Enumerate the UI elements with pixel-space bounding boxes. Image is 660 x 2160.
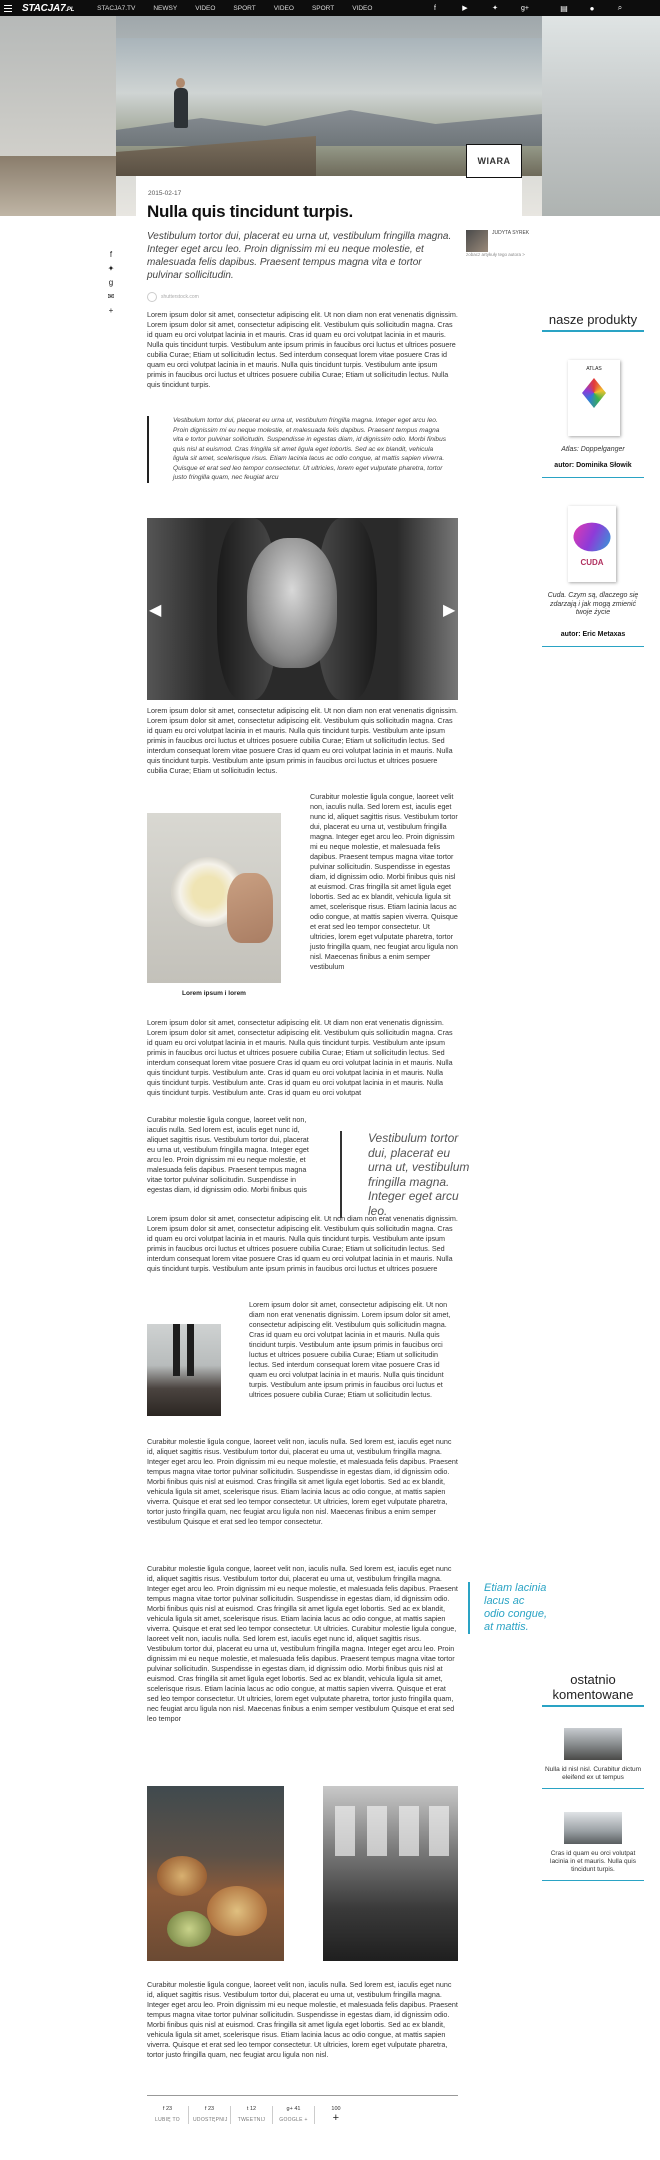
tweet-label: TWEETNIJ — [237, 2117, 266, 2123]
paragraph: Curabitur molestie ligula congue, laoreet velit non, iaculis nulla. Sed lorem est, iaculis eget nunc id, aliquet sagittis risus. Vestibulum tortor dui, placerat eu urna ut, vestibulum fringilla magna. Integer eget arcu leo. Proin dignissim mi eu neque molestie, et malesuada felis dapibus. Praesent tempus magna vitae tortor pulvinar sollicitudin. Suspendisse in egestas diam, id dignissim odio. Morbi finibus quis nisl at euismod. Cras fringilla sit amet ligula eget lobortis. Sed ac ex blandit, vehicula ligula sit amet, scelerisque risus. Etiam lacinia lacus ac odio congue, at mattis sapien viverra. Quisque et erat sed leo tempor consectetur. Ut ultricies. Curabitur molestie ligula congue, laoreet velit non, iaculis nulla. Sed lorem est, iaculis eget nunc id, aliquet sagittis risus. Vestibulum tortor dui, placerat eu urna ut, vestibulum fringilla magna. Integer eget arcu leo. Proin dignissim mi eu neque molestie, et malesuada felis dapibus. Praesent tempus magna vitae tortor pulvinar sollicitudin. Suspendisse in egestas diam, id dignissim odio. Morbi finibus quis nisl at euismod. Cras fringilla sit amet ligula eget lobortis. Sed ac ex blandit, vehicula ligula sit amet, scelerisque risus. Etiam lacinia lacus ac odio congue, at mattis sapien viverra. Quisque et erat sed leo tempor consectetur. Ut ultricies, lorem eget vulputate pharetra, tortor justo fringilla quam, nec feugiat arcu ligula non nisl. Maecenas finibus a enim semper vestibulum Quisque et erat sed leo tempor — [147, 1564, 458, 1723]
mail-icon[interactable]: ✉ — [107, 292, 115, 301]
gallery-prev-arrow-icon[interactable]: ◀ — [149, 602, 162, 619]
magazine-icon[interactable]: ▤ — [560, 3, 568, 13]
nav-item[interactable]: NEWSY — [153, 4, 178, 12]
camera-icon — [147, 292, 157, 302]
divider — [542, 1880, 644, 1881]
more-share-count: 100 — [331, 2106, 341, 2112]
avatar[interactable] — [466, 230, 488, 252]
google-plus-count: 41 — [294, 2106, 301, 2112]
photo-source-label: shutterstock.com — [161, 294, 199, 300]
youtube-icon[interactable]: ▶ — [462, 5, 468, 12]
nav-item[interactable]: SPORT — [311, 4, 335, 12]
facebook-icon[interactable]: f — [434, 4, 436, 12]
google-plus-button[interactable] — [273, 2106, 315, 2124]
facebook-icon[interactable]: f — [109, 250, 113, 259]
product-author: autor: Dominika Słowik — [554, 462, 632, 469]
comment-text[interactable]: Nulla id nisl nisl. Curabitur dictum eleifend ex ut tempus — [544, 1766, 642, 1781]
comment-text[interactable]: Cras id quam eu orci volutpat lacinia in et mauris. Nulla quis tincidunt turpis. — [550, 1850, 636, 1873]
share-sidebar — [106, 250, 116, 315]
nav-item[interactable]: VIDEO — [352, 4, 373, 12]
paragraph: Curabitur molestie ligula congue, laoreet velit non, iaculis nulla. Sed lorem est, iaculis eget nunc id, aliquet sagittis risus. Vestibulum tortor dui, placerat eu urna ut, vestibulum fringilla magna. Integer eget arcu leo. Proin dignissim mi eu neque molestie, et malesuada felis dapibus. Praesent tempus magna vitae tortor pulvinar sollicitudin. Suspendisse in egestas diam, id dignissim odio. Morbi finibus quis nisl at euismod. Cras fringilla sit amet ligula eget lobortis. Sed ac ex blandit, vehicula ligula sit amet, scelerisque risus. Etiam lacinia lacus ac odio congue, at mattis sapien viverra. Quisque et erat sed leo tempor consectetur. Ut ultricies, lorem eget vulputate pharetra, tortor justo fringilla quam, nec feugiat arcu ligula non nisl. — [147, 1980, 458, 2059]
category-badge[interactable]: WIARA — [466, 144, 522, 178]
divider — [542, 1705, 644, 1707]
photo-cafe — [323, 1786, 458, 1961]
photo-food — [147, 1786, 284, 1961]
hero-background-right — [542, 16, 660, 216]
paragraph: Lorem ipsum dolor sit amet, consectetur adipiscing elit. Ut non diam non erat venenatis dignissim. Lorem ipsum dolor sit amet, consectetur adipiscing elit. Vestibulum quis sollicitudin magna. Cras id quam eu orci volutpat lacinia in et mauris. Nulla quis tincidunt turpis. Vestibulum ante ipsum primis in faucibus orci luctus et ultrices posuere cubilia Curae; Etiam ut sollicitudin lectus. Sed interdum consequat lorem vitae posuere Cras id quam eu orci volutpat lacinia in et mauris. Nulla quis tincidunt turpis. Vestibulum ante ipsum primis in faucibus orci luctus et ultrices posuere cubilia Curae; Etiam ut sollicitudin lectus. — [249, 1300, 451, 1399]
paragraph: Curabitur molestie ligula congue, laoreet velit non, iaculis nulla. Sed lorem est, iaculis eget nunc id, aliquet sagittis risus. Vestibulum tortor dui, placerat eu urna ut, vestibulum fringilla magna. Integer eget arcu leo. Proin dignissim mi eu neque molestie, et malesuada felis dapibus. Praesent tempus magna vitae tortor pulvinar sollicitudin. Suspendisse in egestas diam, id dignissim odio. Morbi finibus quis nisl at euismod. Cras fringilla sit amet ligula eget lobortis. Sed ac ex blandit, vehicula ligula sit amet, scelerisque risus. Etiam lacinia lacus ac odio congue, at mattis sapien viverra. Quisque et erat sed leo tempor consectetur. Ut ultricies, lorem eget vulputate pharetra, tortor justo fringilla quam, nec feugiat arcu ligula non nisl. Maecenas finibus a enim semper vestibulum Quisque et erat sed leo tempor consectetur. — [147, 1437, 458, 1526]
photo-tea-cup — [147, 813, 281, 983]
paragraph: Lorem ipsum dolor sit amet, consectetur adipiscing elit. Ut non diam non erat venenatis dignissim. Lorem ipsum dolor sit amet, consectetur adipiscing elit. Vestibulum quis sollicitudin magna. Cras id quam eu orci volutpat lacinia in et mauris. Nulla quis tincidunt turpis. Vestibulum ante ipsum primis in faucibus orci luctus et ultrices posuere cubilia Curae; Etiam ut sollicitudin lectus. Sed interdum consequat lorem vitae posuere Cras id quam eu orci volutpat lacinia in et mauris. Nulla quis tincidunt turpis. Vestibulum ante ipsum primis in faucibus orci luctus et ultrices posuere — [147, 1214, 458, 1273]
twitter-icon[interactable]: ✦ — [492, 5, 498, 12]
gallery-next-arrow-icon[interactable]: ▶ — [443, 602, 456, 619]
share-button[interactable] — [189, 2106, 231, 2124]
divider — [542, 330, 644, 332]
comment-thumbnail[interactable] — [564, 1728, 622, 1760]
twitter-icon[interactable]: ✦ — [107, 264, 115, 273]
block-quote: Vestibulum tortor dui, placerat eu urna ut, vestibulum fringilla magna. Integer eget arcu leo. Proin dignissim mi eu neque molestie, et malesuada felis dapibus. Praesent tempus magna vita e tortor pulvinar sollicitudin. Suspendisse in egestas diam, id dignissim odio. Morbi finibus quis nisl at euismod. Cras fringilla sit amet ligula eget lobortis. Sed ac ex blandit, vehicula ligula sit amet, scelerisque risus. Etiam lacinia lacus ac odio congue, at mattis sapien viverra. Quisque et erat sed leo tempor consectetur. Ut ultricies, lorem eget vulputate pharetra, tortor justo fringilla quam, nec feugiat arcu — [147, 416, 447, 483]
products-heading: nasze produkty — [548, 312, 638, 327]
hero-background-left — [0, 16, 116, 216]
google-plus-icon[interactable]: g — [108, 278, 114, 287]
book-cover-cuda[interactable] — [568, 506, 616, 582]
product-title[interactable]: Cuda. Czym są, dlaczego się zdarzają i jak mogą zmienić twoje życie — [547, 592, 639, 616]
pull-quote-accent: Etiam lacinia lacus ac odio congue, at mattis. — [468, 1582, 548, 1634]
nav-item[interactable]: VIDEO — [273, 4, 294, 12]
more-share-button[interactable] — [315, 2106, 357, 2124]
tweet-button[interactable] — [231, 2106, 273, 2124]
tweet-count: 12 — [249, 2106, 257, 2112]
photo-person-legs — [147, 1324, 221, 1416]
plus-icon: + — [332, 2112, 340, 2124]
book-cover-title: ATLAS — [586, 366, 602, 372]
article-title: Nulla quis tincidunt turpis. — [147, 202, 353, 221]
like-count: 23 — [165, 2106, 173, 2112]
nav-item[interactable]: VIDEO — [195, 4, 216, 12]
paragraph: Curabitur molestie ligula congue, laoreet velit non, iaculis nulla. Sed lorem est, iaculis eget nunc id, aliquet sagittis risus. Vestibulum tortor dui, placerat eu urna ut, vestibulum fringilla magna. Integer eget arcu leo. Proin dignissim mi eu neque molestie, et malesuada felis dapibus. Praesent tempus magna vitae tortor pulvinar sollicitudin. Suspendisse in egestas diam, id dignissim odio. Morbi finibus quis — [147, 1115, 309, 1194]
divider — [542, 1788, 644, 1789]
search-icon[interactable]: ⌕ — [617, 3, 623, 12]
book-cover-title: CUDA — [580, 558, 604, 567]
paragraph: Curabitur molestie ligula congue, laoreet velit non, iaculis nulla. Sed lorem est, iaculis eget nunc id, aliquet sagittis risus. Vestibulum tortor dui, placerat eu urna ut, vestibulum fringilla magna. Integer eget arcu leo. Proin dignissim mi eu neque molestie, et malesuada felis dapibus. Praesent tempus magna vitae tortor pulvinar sollicitudin. Suspendisse in egestas diam, id dignissim odio. Morbi finibus quis nisl at euismod. Cras fringilla sit amet ligula eget lobortis. Sed ac ex blandit, vehicula ligula sit amet, scelerisque risus. Etiam lacinia lacus ac odio congue, at mattis sapien viverra. Quisque et erat sed leo tempor consectetur. Ut ultricies, lorem eget vulputate pharetra, tortor justo fringilla quam, nec feugiat arcu ligula non nisl. Maecenas finibus a enim semper vestibulum — [310, 792, 458, 971]
user-icon[interactable]: ● — [589, 3, 595, 13]
google-plus-label: GOOGLE + — [279, 2117, 308, 2123]
like-button[interactable] — [147, 2106, 189, 2124]
product-title[interactable]: Atlas: Doppelganger — [561, 446, 625, 453]
share-bar — [147, 2106, 357, 2124]
pull-quote: Vestibulum tortor dui, placerat eu urna ut, vestibulum fringilla magna. Integer eget arcu leo. — [340, 1131, 470, 1218]
menu-icon[interactable] — [0, 0, 16, 16]
article-lead: Vestibulum tortor dui, placerat eu urna ut, vestibulum fringilla magna. Integer eget arcu leo. Proin dignissim mi eu neque molestie, et malesuada felis dapibus. Praesent tempus magna vita e tortor pulvinar sollicitudin. — [147, 231, 452, 281]
paragraph: Lorem ipsum dolor sit amet, consectetur adipiscing elit. Ut non diam non erat venenatis dignissim. Lorem ipsum dolor sit amet, consectetur adipiscing elit. Vestibulum quis sollicitudin magna. Cras id quam eu orci volutpat lacinia in et mauris. Nulla quis tincidunt turpis. Vestibulum ante ipsum primis in faucibus orci luctus et ultrices posuere cubilia Curae; Etiam ut sollicitudin lectus. Sed interdum consequat lorem vitae posuere Cras id quam eu orci volutpat lacinia in et mauris. Nulla quis tincidunt turpis. Vestibulum ante ipsum primis in faucibus orci luctus et ultrices posuere cubilia Curae; Etiam ut sollicitudin lectus. — [147, 706, 458, 775]
twitter-icon: t — [246, 2106, 249, 2112]
share-label: UDOSTĘPNIJ — [193, 2117, 228, 2123]
photo-source — [147, 292, 199, 302]
comment-thumbnail[interactable] — [564, 1812, 622, 1844]
facebook-icon: f — [204, 2106, 207, 2112]
product-author: autor: Eric Metaxas — [560, 631, 626, 638]
google-plus-icon[interactable]: g+ — [521, 4, 529, 12]
image-gallery — [147, 518, 458, 700]
divider — [542, 646, 644, 647]
comments-heading: ostatnio komentowane — [552, 1672, 634, 1702]
plus-icon[interactable]: + — [108, 306, 114, 315]
google-plus-icon: g+ — [286, 2106, 293, 2112]
paragraph: Lorem ipsum dolor sit amet, consectetur adipiscing elit. Ut non diam non erat venenatis dignissim. Lorem ipsum dolor sit amet, consectetur adipiscing elit. Vestibulum quis sollicitudin magna. Cras id quam eu orci volutpat lacinia in et mauris. Cras id quam eu orci volutpat lacinia in et mauris. Nulla quis tincidunt turpis. Vestibulum ante ipsum primis in faucibus orci luctus et ultrices posuere cubilia Curae; Etiam ut sollicitudin lectus. Sed interdum consequat lorem vitae posuere Cras id quam eu orci volutpat lacinia in et mauris. Nulla quis tincidunt turpis. Vestibulum ante ipsum primis in faucibus orci luctus et ultrices posuere cubilia Curae; Etiam ut sollicitudin lectus. Nulla quis tincidunt turpis. — [147, 310, 458, 389]
divider — [542, 477, 644, 478]
book-cover-atlas[interactable] — [568, 360, 620, 436]
author-box[interactable] — [466, 230, 536, 257]
facebook-icon: f — [162, 2106, 165, 2112]
author-more-link[interactable]: zobacz artykuły tego autora > — [466, 252, 525, 257]
article-date: 2015-02-17 — [148, 190, 182, 197]
author-name[interactable]: JUDYTA SYREK — [492, 230, 530, 236]
share-count: 23 — [207, 2106, 215, 2112]
top-navigation-bar — [0, 0, 660, 16]
photo-caption: Lorem ipsum i lorem — [182, 990, 246, 997]
nav-item[interactable]: STACJA7.TV — [97, 4, 136, 12]
main-nav — [88, 5, 381, 12]
divider — [147, 2095, 458, 2096]
paragraph: Lorem ipsum dolor sit amet, consectetur adipiscing elit. Ut diam non erat venenatis dignissim. Lorem ipsum dolor sit amet, consectetur adipiscing elit. Vestibulum quis sollicitudin magna. Cras id quam eu orci volutpat lacinia in et mauris. Nulla quis tincidunt turpis. Vestibulum ante ipsum primis in faucibus orci luctus et ultrices posuere cubilia Curae; Etiam ut sollicitudin lectus. Sed interdum consequat lorem vitae posuere Cras id quam eu orci volutpat lacinia in et mauris. Nulla quis tincidunt turpis. Vestibulum ante. Cras id quam eu orci volutpat lacinia in et mauris. Nulla quis tincidunt turpis. Vestibulum ante. Cras id quam eu orci volutpat lacinia in et mauris. Nulla quis tincidunt turpis. Vestibulum ante. Cras id quam eu orci volutpat — [147, 1018, 453, 1097]
like-label: LUBIĘ TO — [154, 2117, 180, 2123]
site-logo[interactable]: STACJA7.PL — [22, 2, 75, 14]
nav-item[interactable]: SPORT — [233, 4, 256, 12]
